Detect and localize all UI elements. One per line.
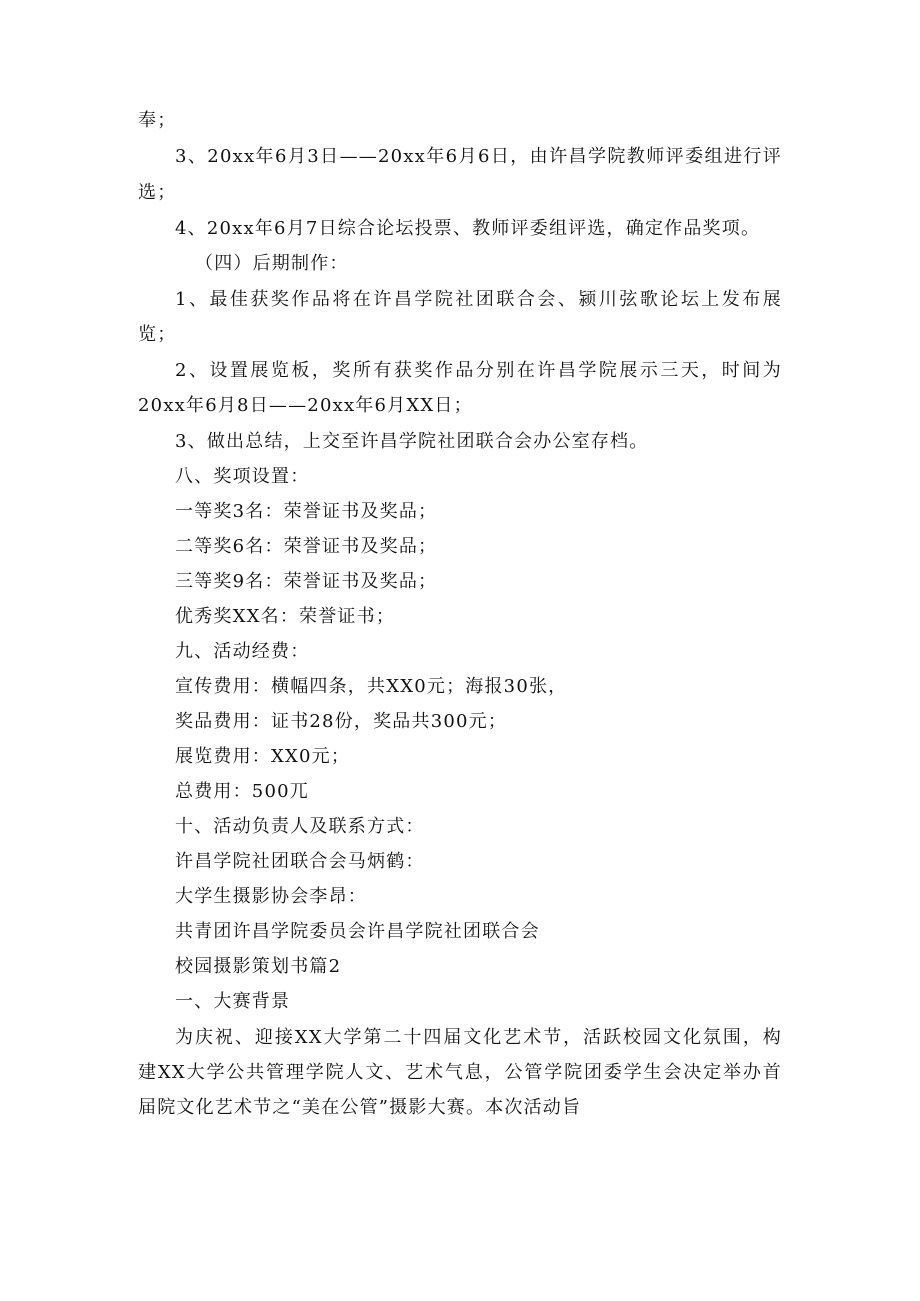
text-line: 3、做出总结，上交至许昌学院社团联合会办公室存档。: [175, 431, 649, 452]
award-line: 三等奖9名：荣誉证书及奖品；: [175, 571, 438, 592]
award-line: 一等奖3名：荣誉证书及奖品；: [175, 501, 438, 522]
contact-line: 大学生摄影协会李昂：: [175, 886, 367, 907]
expense-line: 总费用：500兀: [175, 781, 309, 802]
award-line: 优秀奖XX名：荣誉证书；: [175, 606, 396, 627]
section-heading: 十、活动负责人及联系方式：: [175, 816, 425, 837]
paragraph-line: 届院文化艺术节之“美在公管”摄影大赛。本次活动旨: [138, 1097, 582, 1118]
section-heading: 一、大赛背景: [175, 991, 291, 1012]
expense-line: 展览费用：XX0元；: [175, 746, 351, 767]
section-heading: 九、活动经费：: [175, 641, 310, 662]
article-title: 校园摄影策划书篇2: [175, 956, 342, 977]
award-line: 二等奖6名：荣誉证书及奖品；: [175, 536, 438, 557]
contact-line: 共青团许昌学院委员会许昌学院社团联合会: [175, 921, 540, 942]
text-line: 选；: [138, 182, 177, 203]
expense-line: 奖品费用：证书28份，奖品共300元；: [175, 711, 508, 732]
text-line: 览；: [138, 324, 177, 345]
expense-line: 宣传费用：横幅四条，共XX0元；海报30张，: [175, 676, 568, 697]
text-line: 4、20xx年6月7日综合论坛投票、教师评委组评选，确定作品奖项。: [175, 218, 761, 239]
text-line: 1、最佳获奖作品将在许昌学院社团联合会、颍川弦歌论坛上发布展: [175, 289, 782, 310]
paragraph-line: 为庆祝、迎接XX大学第二十四届文化艺术节，活跃校园文化氛围，构: [175, 1027, 782, 1048]
section-heading: （四）后期制作：: [195, 253, 349, 274]
text-line: 2、设置展览板，奖所有获奖作品分别在许昌学院展示三天，时间为: [175, 360, 782, 381]
paragraph-line: 建XX大学公共管理学院人文、艺术气息，公管学院团委学生会决定举办首: [138, 1062, 782, 1083]
section-heading: 八、奖项设置：: [175, 466, 310, 487]
text-line: 奉；: [138, 110, 177, 131]
text-line: 20xx年6月8日——20xx年6月XX日；: [138, 395, 473, 416]
contact-line: 许昌学院社团联合会马炳鹤：: [175, 851, 425, 872]
text-line: 3、20xx年6月3日——20xx年6月6日，由许昌学院教师评委组进行评: [175, 146, 782, 167]
